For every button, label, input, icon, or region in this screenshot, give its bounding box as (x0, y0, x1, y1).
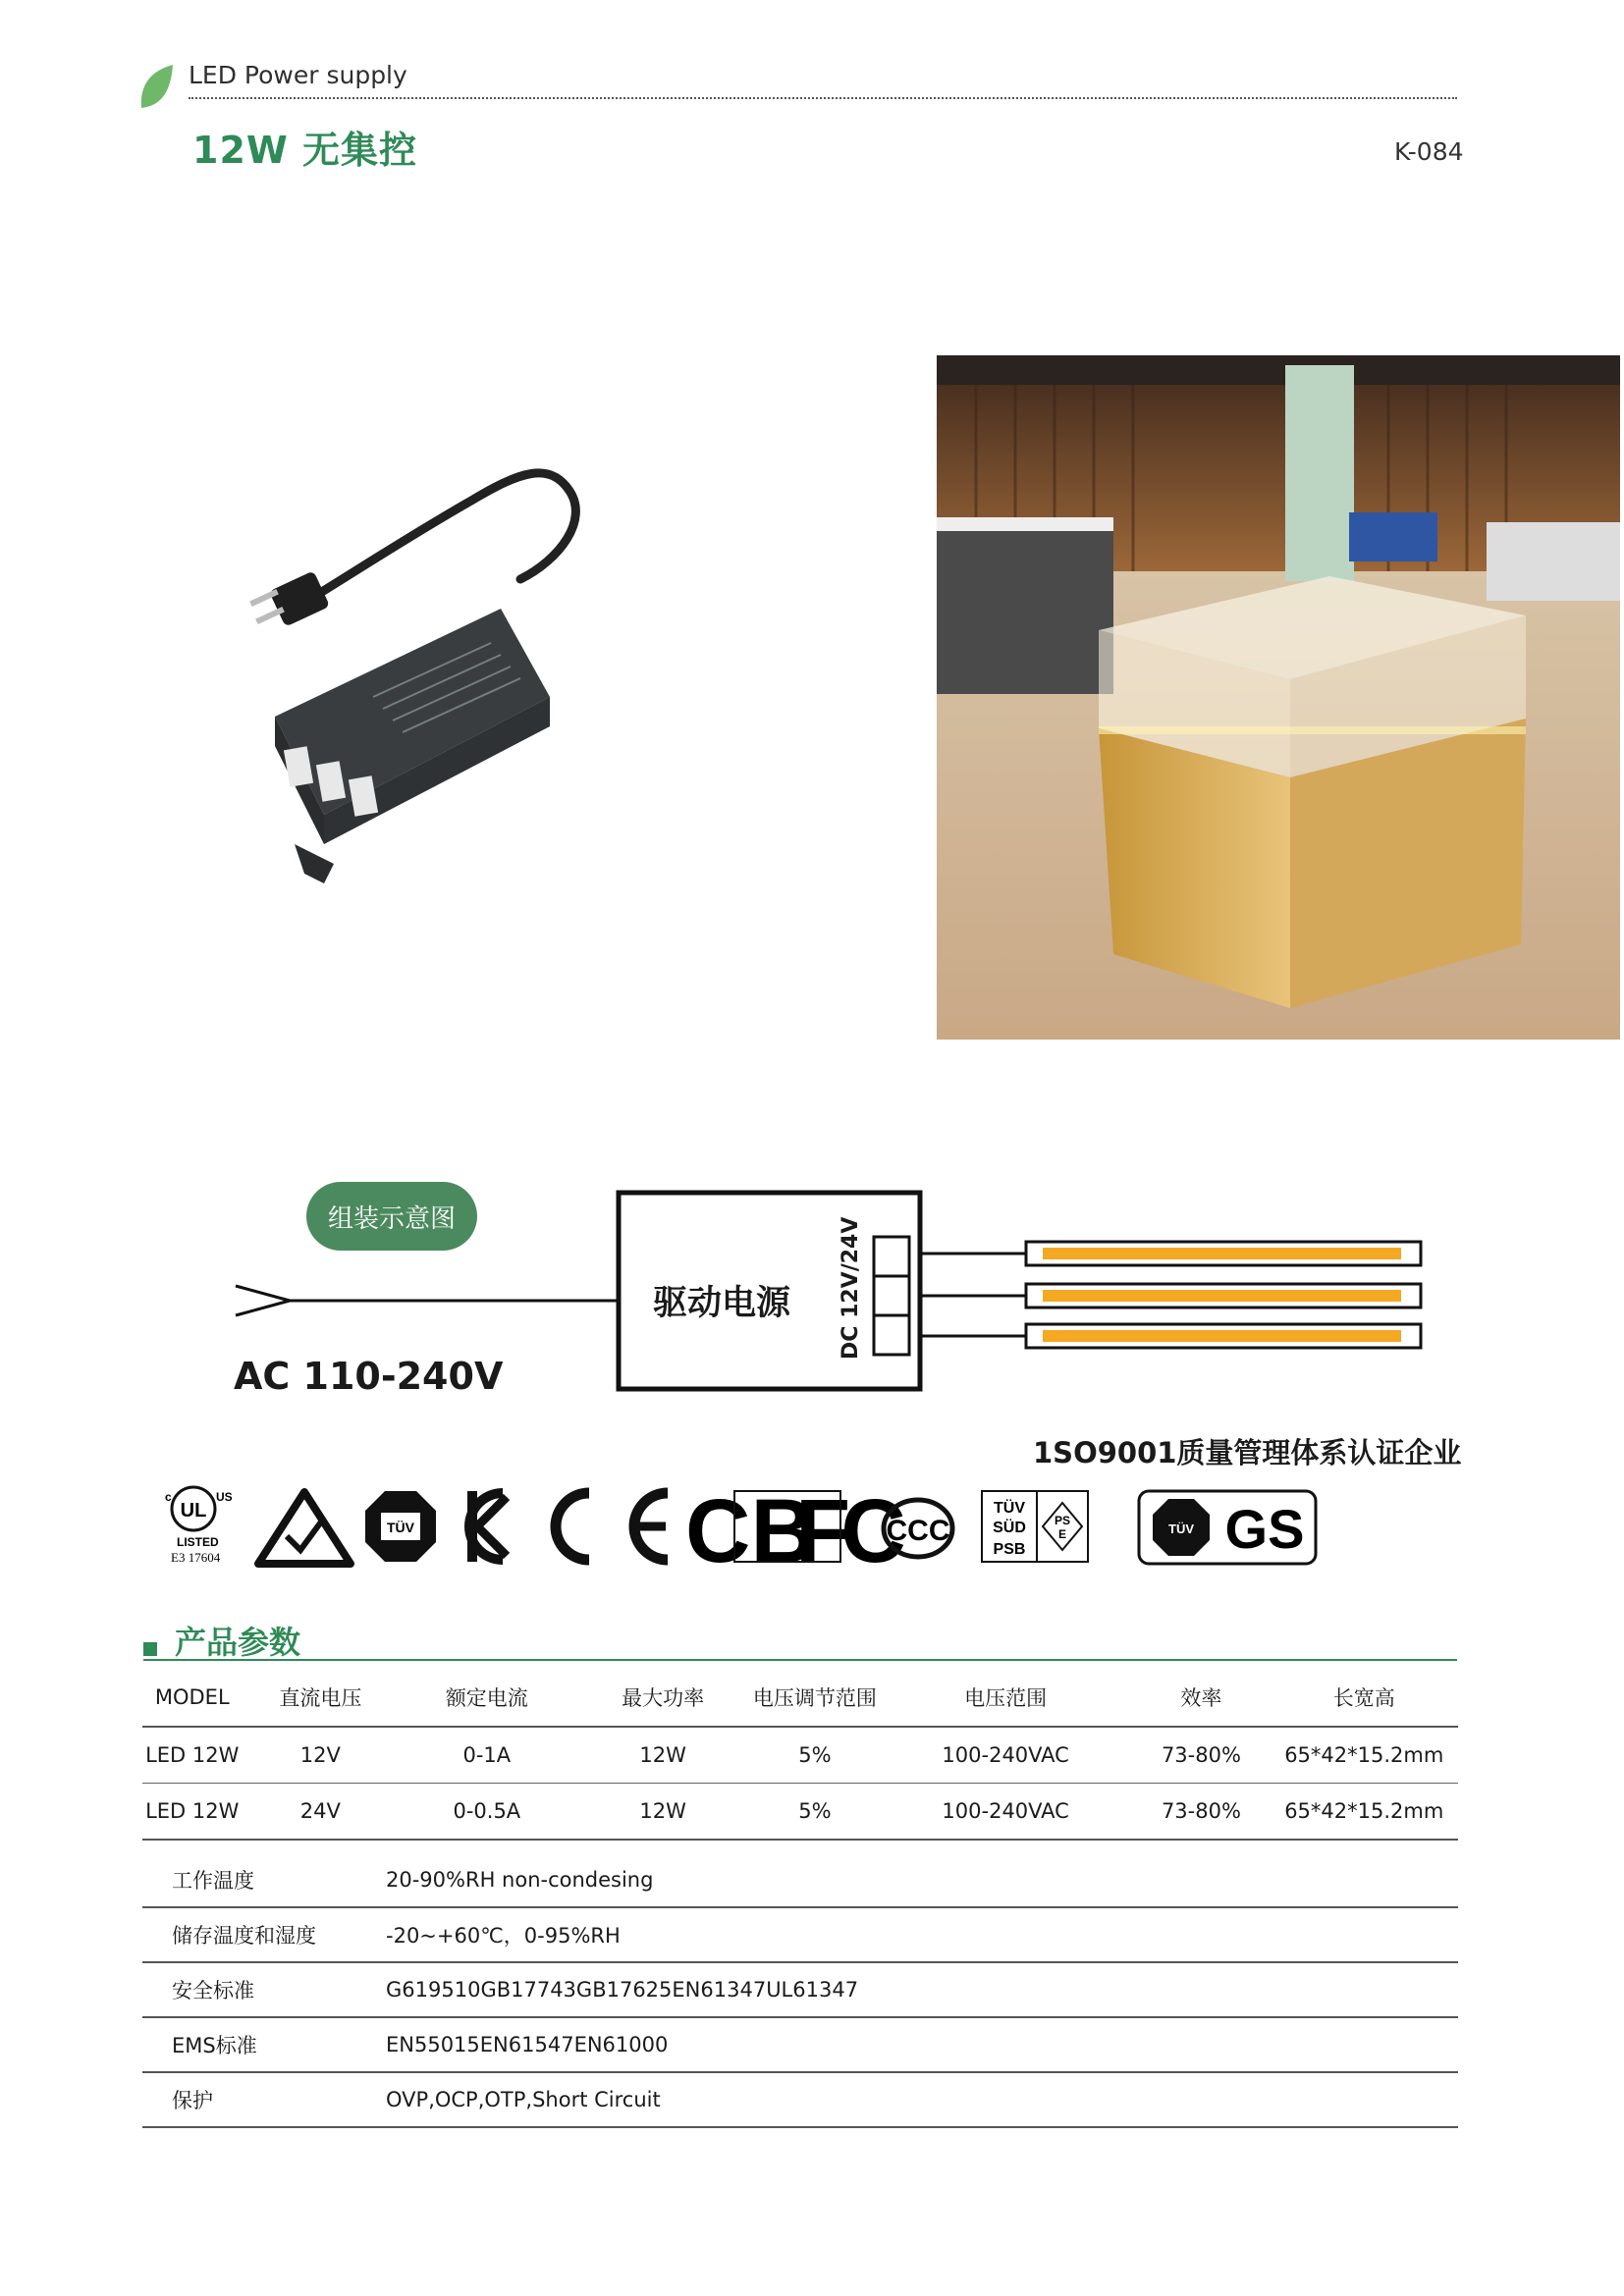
svg-text:PS: PS (1054, 1514, 1071, 1527)
table-cell: 0-1A (399, 1727, 574, 1784)
ac-voltage-label: AC 110-240V (234, 1355, 504, 1398)
ccc-mark-icon (884, 1500, 952, 1557)
detail-label: 安全标准 (172, 1979, 254, 2002)
plug-icon (249, 570, 330, 626)
assembly-badge: 组装示意图 (306, 1182, 477, 1251)
table-cell: 65*42*15.2mm (1271, 1727, 1459, 1784)
col-header: 直流电压 (243, 1669, 400, 1727)
driver-label: 驱动电源 (653, 1284, 791, 1323)
detail-label: EMS标准 (172, 2034, 257, 2057)
detail-label: 保护 (172, 2089, 213, 2112)
col-header: 长宽高 (1271, 1669, 1459, 1727)
table-cell: LED 12W (142, 1727, 243, 1784)
table-cell: 12W (575, 1784, 751, 1841)
rcm-icon (258, 1492, 351, 1564)
detail-row (142, 2073, 1458, 2128)
table-cell: 12W (575, 1727, 751, 1784)
detail-value: 20-90%RH non-condesing (386, 1868, 654, 1892)
table-cell: LED 12W (142, 1784, 243, 1841)
tuv-gs-icon (1139, 1491, 1316, 1564)
table-cell: 5% (751, 1784, 879, 1841)
kc-mark-icon (467, 1491, 507, 1562)
power-supply-photo (226, 402, 854, 933)
svg-text:TÜV: TÜV (1168, 1522, 1194, 1536)
svg-text:c: c (165, 1490, 172, 1504)
svg-text:SÜD: SÜD (993, 1520, 1026, 1536)
detail-value: EN55015EN61547EN61000 (386, 2033, 669, 2056)
spec-table (142, 1669, 1458, 1841)
page-title: 12W 无集控 (192, 129, 418, 172)
section-divider (143, 1659, 1457, 1661)
svg-text:CCC: CCC (886, 1515, 950, 1547)
table-row (142, 1784, 1458, 1841)
certification-logos (157, 1477, 1473, 1575)
dc-voltage-label: DC 12V/24V (839, 1216, 863, 1360)
detail-list (142, 1853, 1458, 2128)
svg-text:UL: UL (180, 1500, 207, 1522)
col-header: 电压调节范围 (751, 1669, 879, 1727)
detail-label: 储存温度和湿度 (172, 1924, 316, 1948)
table-cell: 73-80% (1132, 1727, 1270, 1784)
table-cell: 24V (243, 1784, 400, 1841)
svg-text:TÜV: TÜV (994, 1500, 1025, 1517)
iso-certification-text: 1SO9001质量管理体系认证企业 (1033, 1436, 1462, 1469)
tuv-sud-icon (365, 1491, 436, 1562)
detail-row (142, 1853, 1458, 1908)
col-header: 额定电流 (399, 1669, 574, 1727)
brand-line: LED Power supply (189, 61, 407, 89)
detail-label: 工作温度 (172, 1869, 254, 1893)
table-cell: 65*42*15.2mm (1271, 1784, 1459, 1841)
svg-text:GS: GS (1224, 1498, 1305, 1560)
ul-listed-text: LISTED (177, 1535, 219, 1549)
ul-number-text: E3 17604 (171, 1550, 221, 1565)
tuv-psb-pse-box (982, 1491, 1088, 1562)
section-marker (143, 1642, 157, 1656)
col-header: 最大功率 (575, 1669, 751, 1727)
led-strips (1026, 1242, 1421, 1348)
header-divider (189, 97, 1457, 99)
col-header: MODEL (142, 1669, 243, 1727)
spec-header-row (142, 1669, 1458, 1727)
svg-text:PSB: PSB (993, 1541, 1026, 1558)
table-row (142, 1727, 1458, 1784)
detail-value: OVP,OCP,OTP,Short Circuit (386, 2088, 661, 2111)
table-cell: 0-0.5A (399, 1784, 574, 1841)
table-cell: 73-80% (1132, 1784, 1270, 1841)
table-cell: 5% (751, 1727, 879, 1784)
fcc-mark-icon: FC (795, 1481, 896, 1575)
table-cell: 100-240VAC (879, 1784, 1132, 1841)
svg-text:TÜV: TÜV (387, 1520, 414, 1535)
ce-mark-icon (556, 1493, 668, 1560)
svg-text:E: E (1057, 1527, 1067, 1541)
psb-pse-icon (734, 1491, 842, 1562)
section-title: 产品参数 (175, 1624, 301, 1661)
col-header: 电压范围 (879, 1669, 1132, 1727)
detail-value: -20~+60℃，0-95%RH (386, 1924, 621, 1948)
showroom-photo (937, 355, 1620, 1040)
svg-text:US: US (216, 1490, 233, 1504)
table-cell: 100-240VAC (879, 1727, 1132, 1784)
detail-row (142, 1963, 1458, 2018)
table-cell: 12V (243, 1727, 400, 1784)
detail-row (142, 1908, 1458, 1963)
model-code: K-084 (1394, 137, 1464, 166)
detail-row (142, 2018, 1458, 2073)
col-header: 效率 (1132, 1669, 1270, 1727)
detail-value: G619510GB17743GB17625EN61347UL61347 (386, 1978, 859, 2002)
leaf-logo-icon (137, 63, 177, 110)
cb-mark-icon: CB (685, 1481, 816, 1575)
ul-listed-icon (165, 1487, 233, 1565)
